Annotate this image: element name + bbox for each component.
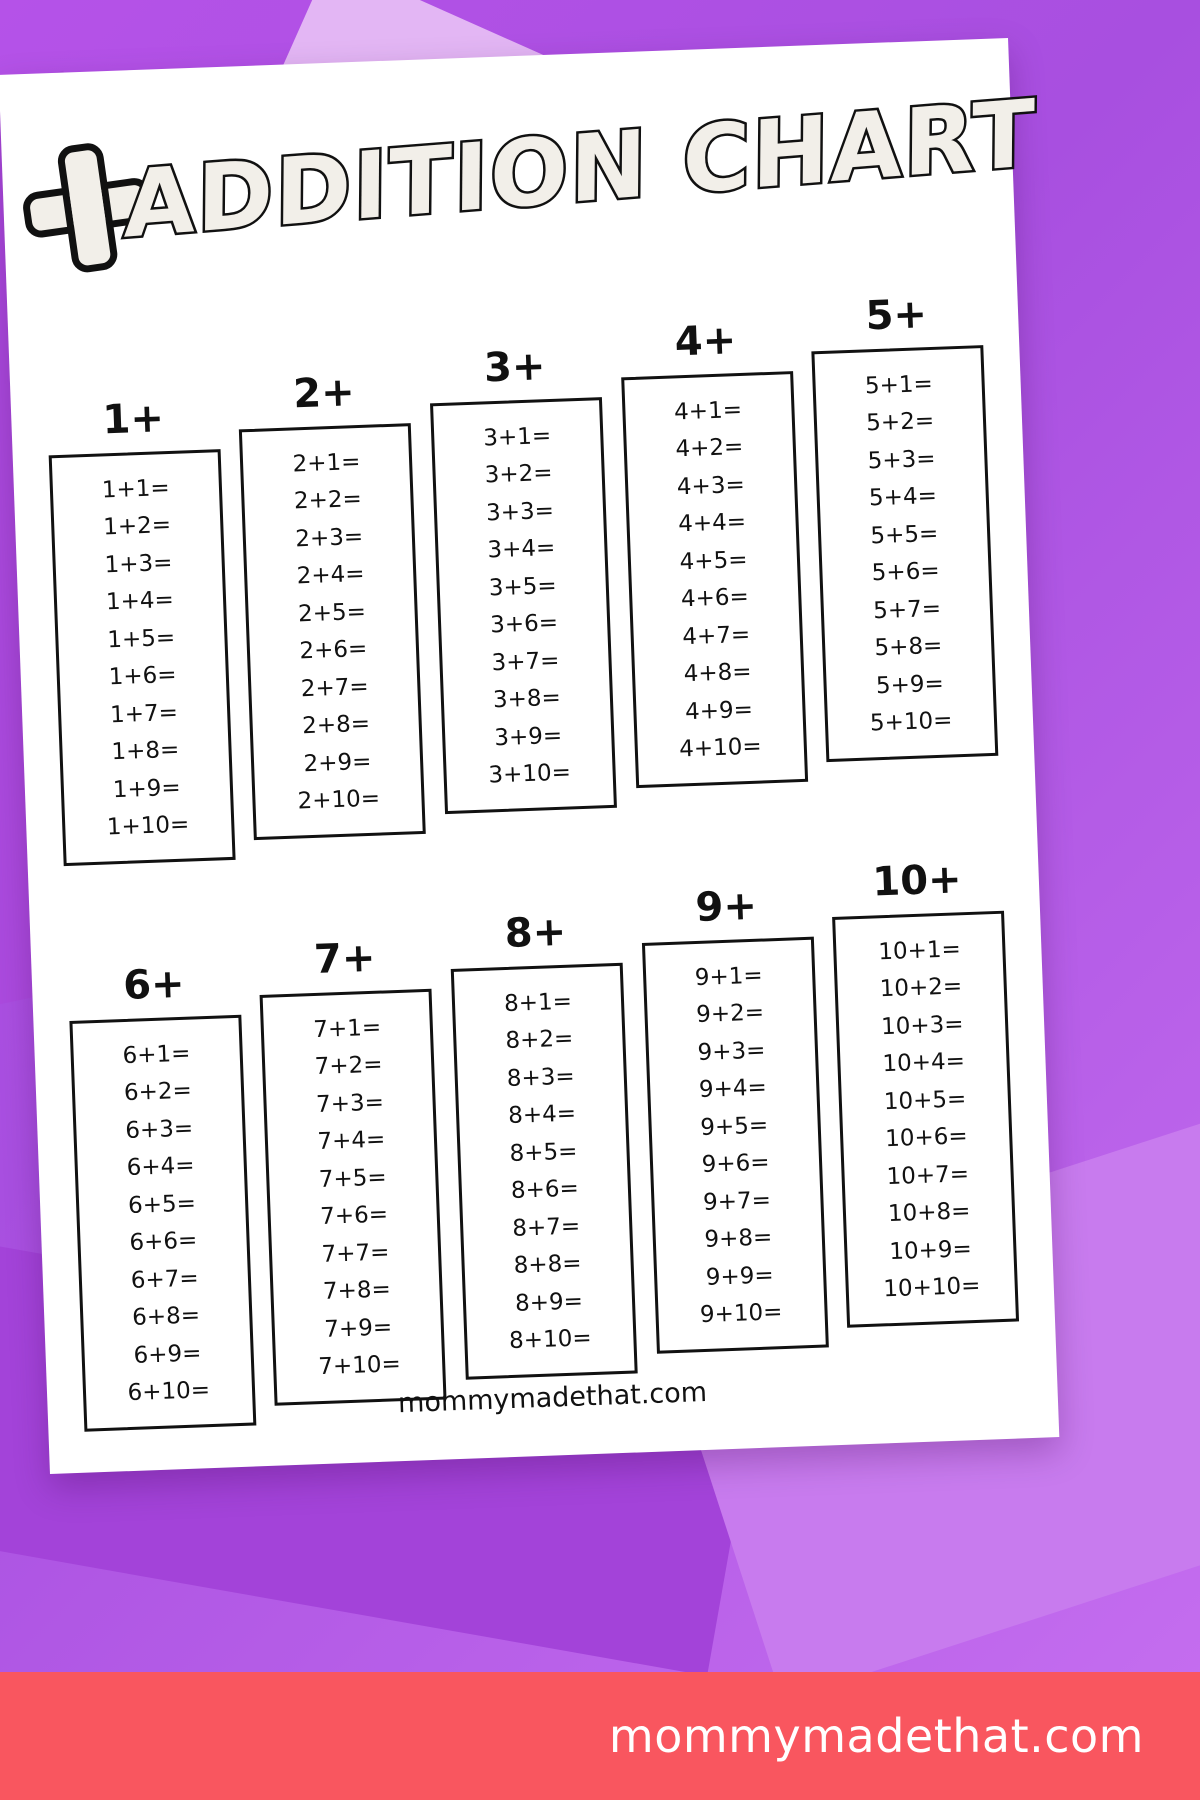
fact-item: 4+1= [673, 396, 743, 426]
fact-item: 5+8= [874, 633, 943, 662]
column-heading: 10+ [871, 856, 963, 906]
fact-item: 6+4= [126, 1152, 195, 1182]
fact-item: 4+5= [679, 546, 748, 576]
fact-column-4 [608, 296, 817, 789]
fact-item: 7+9= [323, 1314, 393, 1343]
fact-item: 5+2= [865, 408, 935, 437]
fact-item: 7+3= [315, 1089, 385, 1118]
fact-item: 10+2= [879, 973, 963, 1003]
fact-item: 3+10= [487, 759, 572, 789]
fact-item: 9+10= [699, 1299, 783, 1329]
fact-item: 3+4= [487, 535, 556, 564]
fact-item: 5+10= [869, 707, 953, 737]
fact-item: 10+8= [887, 1198, 971, 1228]
fact-list [239, 423, 426, 840]
fact-item: 10+4= [882, 1048, 966, 1078]
fact-item: 10+10= [882, 1273, 981, 1303]
column-heading: 4+ [673, 317, 737, 366]
fact-item: 5+1= [864, 370, 934, 400]
fact-item: 6+9= [133, 1340, 202, 1369]
sheet-brand: mommymadethat.com [397, 1376, 708, 1420]
fact-item: 6+6= [129, 1227, 198, 1257]
fact-list [48, 449, 235, 866]
fact-item: 2+7= [300, 673, 370, 703]
fact-item: 9+9= [705, 1262, 775, 1291]
fact-column-9 [629, 861, 838, 1354]
fact-item: 10+5= [883, 1086, 967, 1116]
fact-item: 9+8= [704, 1224, 773, 1254]
fact-item: 10+3= [880, 1011, 964, 1041]
fact-item: 3+9= [493, 722, 563, 752]
fact-item: 4+4= [677, 509, 747, 538]
fact-item: 7+5= [318, 1164, 388, 1193]
fact-item: 10+7= [886, 1161, 970, 1191]
fact-item: 3+6= [489, 610, 559, 639]
column-heading: 7+ [313, 934, 377, 983]
fact-item: 8+4= [507, 1100, 577, 1130]
column-heading: 9+ [694, 882, 758, 931]
fact-item: 2+9= [303, 748, 372, 778]
fact-item: 4+9= [684, 696, 754, 726]
fact-item: 6+2= [123, 1078, 193, 1107]
footer-banner [0, 1672, 1200, 1800]
fact-item: 7+8= [322, 1276, 392, 1306]
fact-item: 2+1= [292, 448, 361, 478]
fact-item: 5+4= [868, 483, 938, 512]
column-heading: 1+ [101, 395, 165, 444]
fact-list [832, 911, 1019, 1328]
fact-item: 6+3= [124, 1115, 194, 1145]
fact-item: 6+10= [127, 1377, 211, 1407]
fact-item: 7+4= [317, 1126, 386, 1156]
fact-item: 9+1= [694, 962, 764, 992]
fact-item: 8+1= [503, 988, 573, 1018]
fact-column-5 [800, 289, 1009, 763]
fact-item: 5+7= [872, 595, 942, 625]
fact-column-2 [225, 310, 436, 841]
fact-item: 1+7= [109, 699, 179, 729]
fact-item: 3+7= [491, 647, 560, 677]
fact-item: 6+8= [131, 1302, 201, 1332]
fact-item: 9+3= [697, 1037, 766, 1066]
fact-item: 1+2= [102, 512, 172, 541]
column-heading: 6+ [122, 960, 186, 1010]
fact-item: 5+3= [867, 445, 936, 475]
fact-item: 4+10= [678, 733, 763, 763]
fact-item: 7+2= [314, 1052, 383, 1081]
fact-item: 6+5= [127, 1190, 197, 1219]
fact-item: 2+8= [301, 711, 371, 740]
fact-item: 7+10= [317, 1351, 402, 1381]
fact-list [430, 397, 617, 814]
fact-item: 9+7= [702, 1187, 772, 1216]
fact-item: 3+3= [485, 497, 555, 527]
fact-item: 8+8= [513, 1250, 583, 1280]
fact-item: 3+1= [482, 422, 552, 452]
fact-item: 3+5= [488, 572, 558, 602]
fact-item: 2+6= [299, 636, 368, 665]
fact-item: 3+2= [484, 460, 554, 489]
column-heading: 3+ [483, 343, 547, 392]
fact-item: 4+8= [683, 659, 753, 688]
fact-item: 8+3= [506, 1063, 576, 1092]
column-heading: 8+ [503, 908, 567, 957]
fact-item: 9+5= [699, 1112, 769, 1141]
fact-item: 2+4= [296, 561, 366, 590]
fact-item: 2+2= [293, 486, 363, 515]
fact-item: 8+9= [514, 1288, 584, 1317]
fact-list [812, 345, 999, 762]
fact-list [260, 989, 447, 1406]
fact-column-7 [246, 875, 457, 1406]
fact-item: 6+7= [130, 1265, 200, 1294]
fact-item: 5+9= [875, 670, 945, 700]
fact-item: 9+2= [695, 1000, 765, 1029]
fact-item: 8+5= [509, 1138, 578, 1167]
fact-item: 1+10= [106, 811, 190, 841]
fact-item: 6+1= [122, 1040, 191, 1070]
fact-item: 2+5= [297, 598, 367, 628]
fact-item: 4+7= [681, 621, 751, 651]
fact-column-10 [820, 854, 1029, 1328]
fact-list [69, 1015, 256, 1432]
fact-item: 8+6= [510, 1175, 580, 1205]
fact-item: 5+6= [871, 558, 941, 587]
fact-item: 7+6= [319, 1201, 389, 1231]
fact-item: 1+1= [101, 474, 171, 504]
fact-column-8 [438, 868, 648, 1380]
page-title: ADDITION CHART [123, 79, 1038, 259]
fact-item: 7+7= [321, 1239, 390, 1268]
fact-item: 4+6= [680, 584, 750, 613]
fact-item: 2+3= [294, 523, 364, 553]
footer-brand: mommymadethat.com [608, 1709, 1144, 1763]
fact-item: 1+5= [106, 624, 176, 654]
column-heading: 2+ [292, 369, 356, 418]
fact-column-6 [55, 882, 266, 1431]
fact-column-3 [417, 303, 627, 815]
fact-item: 10+1= [877, 936, 962, 966]
fact-item: 1+9= [112, 774, 182, 804]
fact-item: 4+3= [676, 471, 746, 501]
fact-item: 1+4= [105, 587, 175, 616]
fact-row [29, 853, 1057, 1410]
fact-item: 1+3= [104, 549, 173, 579]
fact-item: 9+4= [698, 1074, 768, 1104]
fact-column-1 [34, 317, 245, 866]
fact-item: 8+10= [508, 1325, 593, 1355]
fact-list [621, 371, 808, 788]
fact-item: 1+8= [111, 737, 180, 766]
fact-item: 8+2= [505, 1026, 574, 1055]
fact-item: 10+6= [884, 1123, 969, 1153]
fact-item: 10+9= [888, 1235, 973, 1265]
fact-item: 2+10= [297, 785, 381, 815]
fact-list [642, 937, 829, 1354]
fact-item: 3+8= [492, 685, 562, 714]
fact-list [451, 963, 638, 1380]
fact-item: 9+6= [701, 1149, 771, 1179]
fact-item: 4+2= [675, 434, 744, 463]
fact-row [8, 288, 1036, 845]
fact-item: 1+6= [108, 662, 177, 691]
fact-columns-grid [8, 288, 1057, 1410]
printable-sheet [0, 38, 1059, 1474]
title-row [11, 79, 1038, 302]
column-heading: 5+ [864, 291, 928, 340]
fact-item: 5+5= [869, 520, 939, 550]
fact-item: 8+7= [511, 1213, 581, 1242]
fact-item: 7+1= [312, 1014, 382, 1044]
